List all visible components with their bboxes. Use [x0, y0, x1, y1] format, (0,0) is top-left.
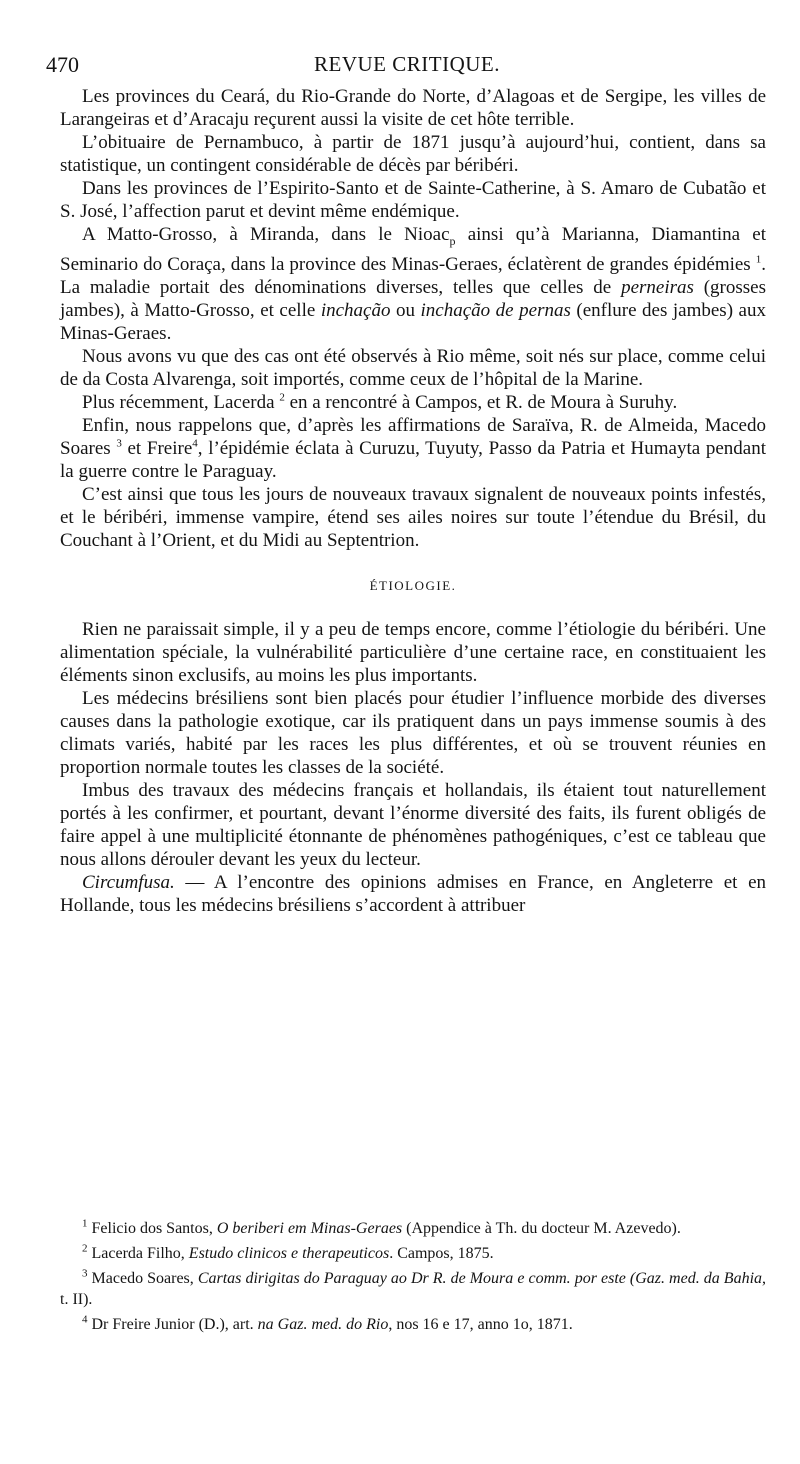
page-header [46, 52, 746, 78]
paragraph: Plus récemment, Lacerda $^2$ en a rencontré à Campos, et R. de Moura à Suruhy. [82, 391, 678, 413]
footnote-ref: 3 [116, 437, 122, 450]
paragraph: Nous avons vu que des cas ont été observés à Rio même, soit nés sur place, comme celui de da Costa Alvarenga, soit importés, comme ceux de l’hôpital de la Marine. [60, 345, 766, 390]
footnote: $^2$ Lacerda Filho, Estudo clinicos e therapeuticos. Campos, 1875. [82, 1242, 494, 1262]
paragraph: C’est ainsi que tous les jours de nouveaux travaux signalent de nouveaux points infestés, et le béribéri, immense vampire, étend ses ailes noires sur toute l’étendue du Brésil, du Couchant à l’Orient, et du Midi au Septentrion. [60, 483, 766, 551]
footnote-ref: 2 [279, 391, 285, 404]
paragraph: Les provinces du Ceará, du Rio-Grande do Norte, d’Alagoas et de Sergipe, les villes de Larangeiras et d’Aracaju reçurent aussi la visite de cet hôte terrible. [60, 86, 766, 130]
footnote: $^3$ Macedo Soares, Cartas dirigitas do Paraguay ao Dr R. de Moura e comm. por este (Gaz. med. da Bahia, t. II). [60, 1267, 767, 1308]
paragraph: A Matto-Grosso, à Miranda, dans le Nioac$_p$ ainsi qu’à Marianna, Diamantina et Seminario do Coraça, dans la province des Minas-Geraes, éclatèrent de grandes épidémies $^1$. La maladie portait des dénominations diverses, telles que celles de perneiras (grosses jambes), à Matto-Grosso, et celle inchação ou inchação de pernas (enflure des jambes) aux Minas-Geraes. [60, 224, 766, 344]
subscript: p [449, 233, 456, 248]
footnote-ref: 1 [755, 253, 762, 266]
paragraph: Imbus des travaux des médecins français et hollandais, ils étaient tout naturellement portés à les confirmer, et pourtant, devant l’énorme diversité des faits, ils furent obligés de faire appel à une multiplicité étonnante de phénomènes pathogéniques, c’est ce tableau que nous allons dérouler devant les yeux du lecteur. [60, 779, 766, 870]
paragraph: Rien ne paraissait simple, il y a peu de temps encore, comme l’étiologie du béribéri. Une alimentation spéciale, la vulnérabilité particulière d’une certaine race, en constituaient les éléments sinon exclusifs, au moins les plus importants. [60, 618, 766, 686]
section-heading: ÉTIOLOGIE. [369, 577, 457, 593]
footnote-ref: 4 [192, 437, 198, 450]
paragraph: Dans les provinces de l’Espirito-Santo et de Sainte-Catherine, à S. Amaro de Cubatão et S. José, l’affection parut et devint même endémique. [60, 178, 766, 222]
footnote: $^1$ Felicio dos Santos, O beriberi em Minas-Geraes (Appendice à Th. du docteur M. Azevedo). [82, 1217, 681, 1237]
main-text [60, 85, 766, 917]
footnotes [60, 1218, 766, 1339]
page-number: 470 [46, 52, 79, 77]
paragraph: Les médecins brésiliens sont bien placés pour étudier l’influence morbide des diverses causes dans la pathologie exotique, car ils pratiquent dans un pays immense soumis à des climats variés, habité par les races les plus différentes, et où se trouvent réunies en proportion normale toutes les classes de la société. [60, 687, 766, 778]
footnote: $^4$ Dr Freire Junior (D.), art. na Gaz. med. do Rio, nos 16 e 17, anno 1o, 1871. [82, 1313, 573, 1333]
running-title: REVUE CRITIQUE. [314, 52, 500, 76]
paragraph: Circumfusa. — A l’encontre des opinions admises en France, en Angleterre et en Hollande, tous les médecins brésiliens s’accordent à attribuer [60, 871, 766, 916]
paragraph: L’obituaire de Pernambuco, à partir de 1871 jusqu’à aujourd’hui, contient, dans sa statistique, un contingent considérable de décès par béribéri. [60, 132, 766, 176]
paragraph: Enfin, nous rappelons que, d’après les affirmations de Saraïva, R. de Almeida, Macedo Soares $^3$ et Freire$^4$, l’épidémie éclata à Curuzu, Tuyuty, Passo da Patria et Humayta pendant la guerre contre le Paraguay. [60, 414, 766, 482]
